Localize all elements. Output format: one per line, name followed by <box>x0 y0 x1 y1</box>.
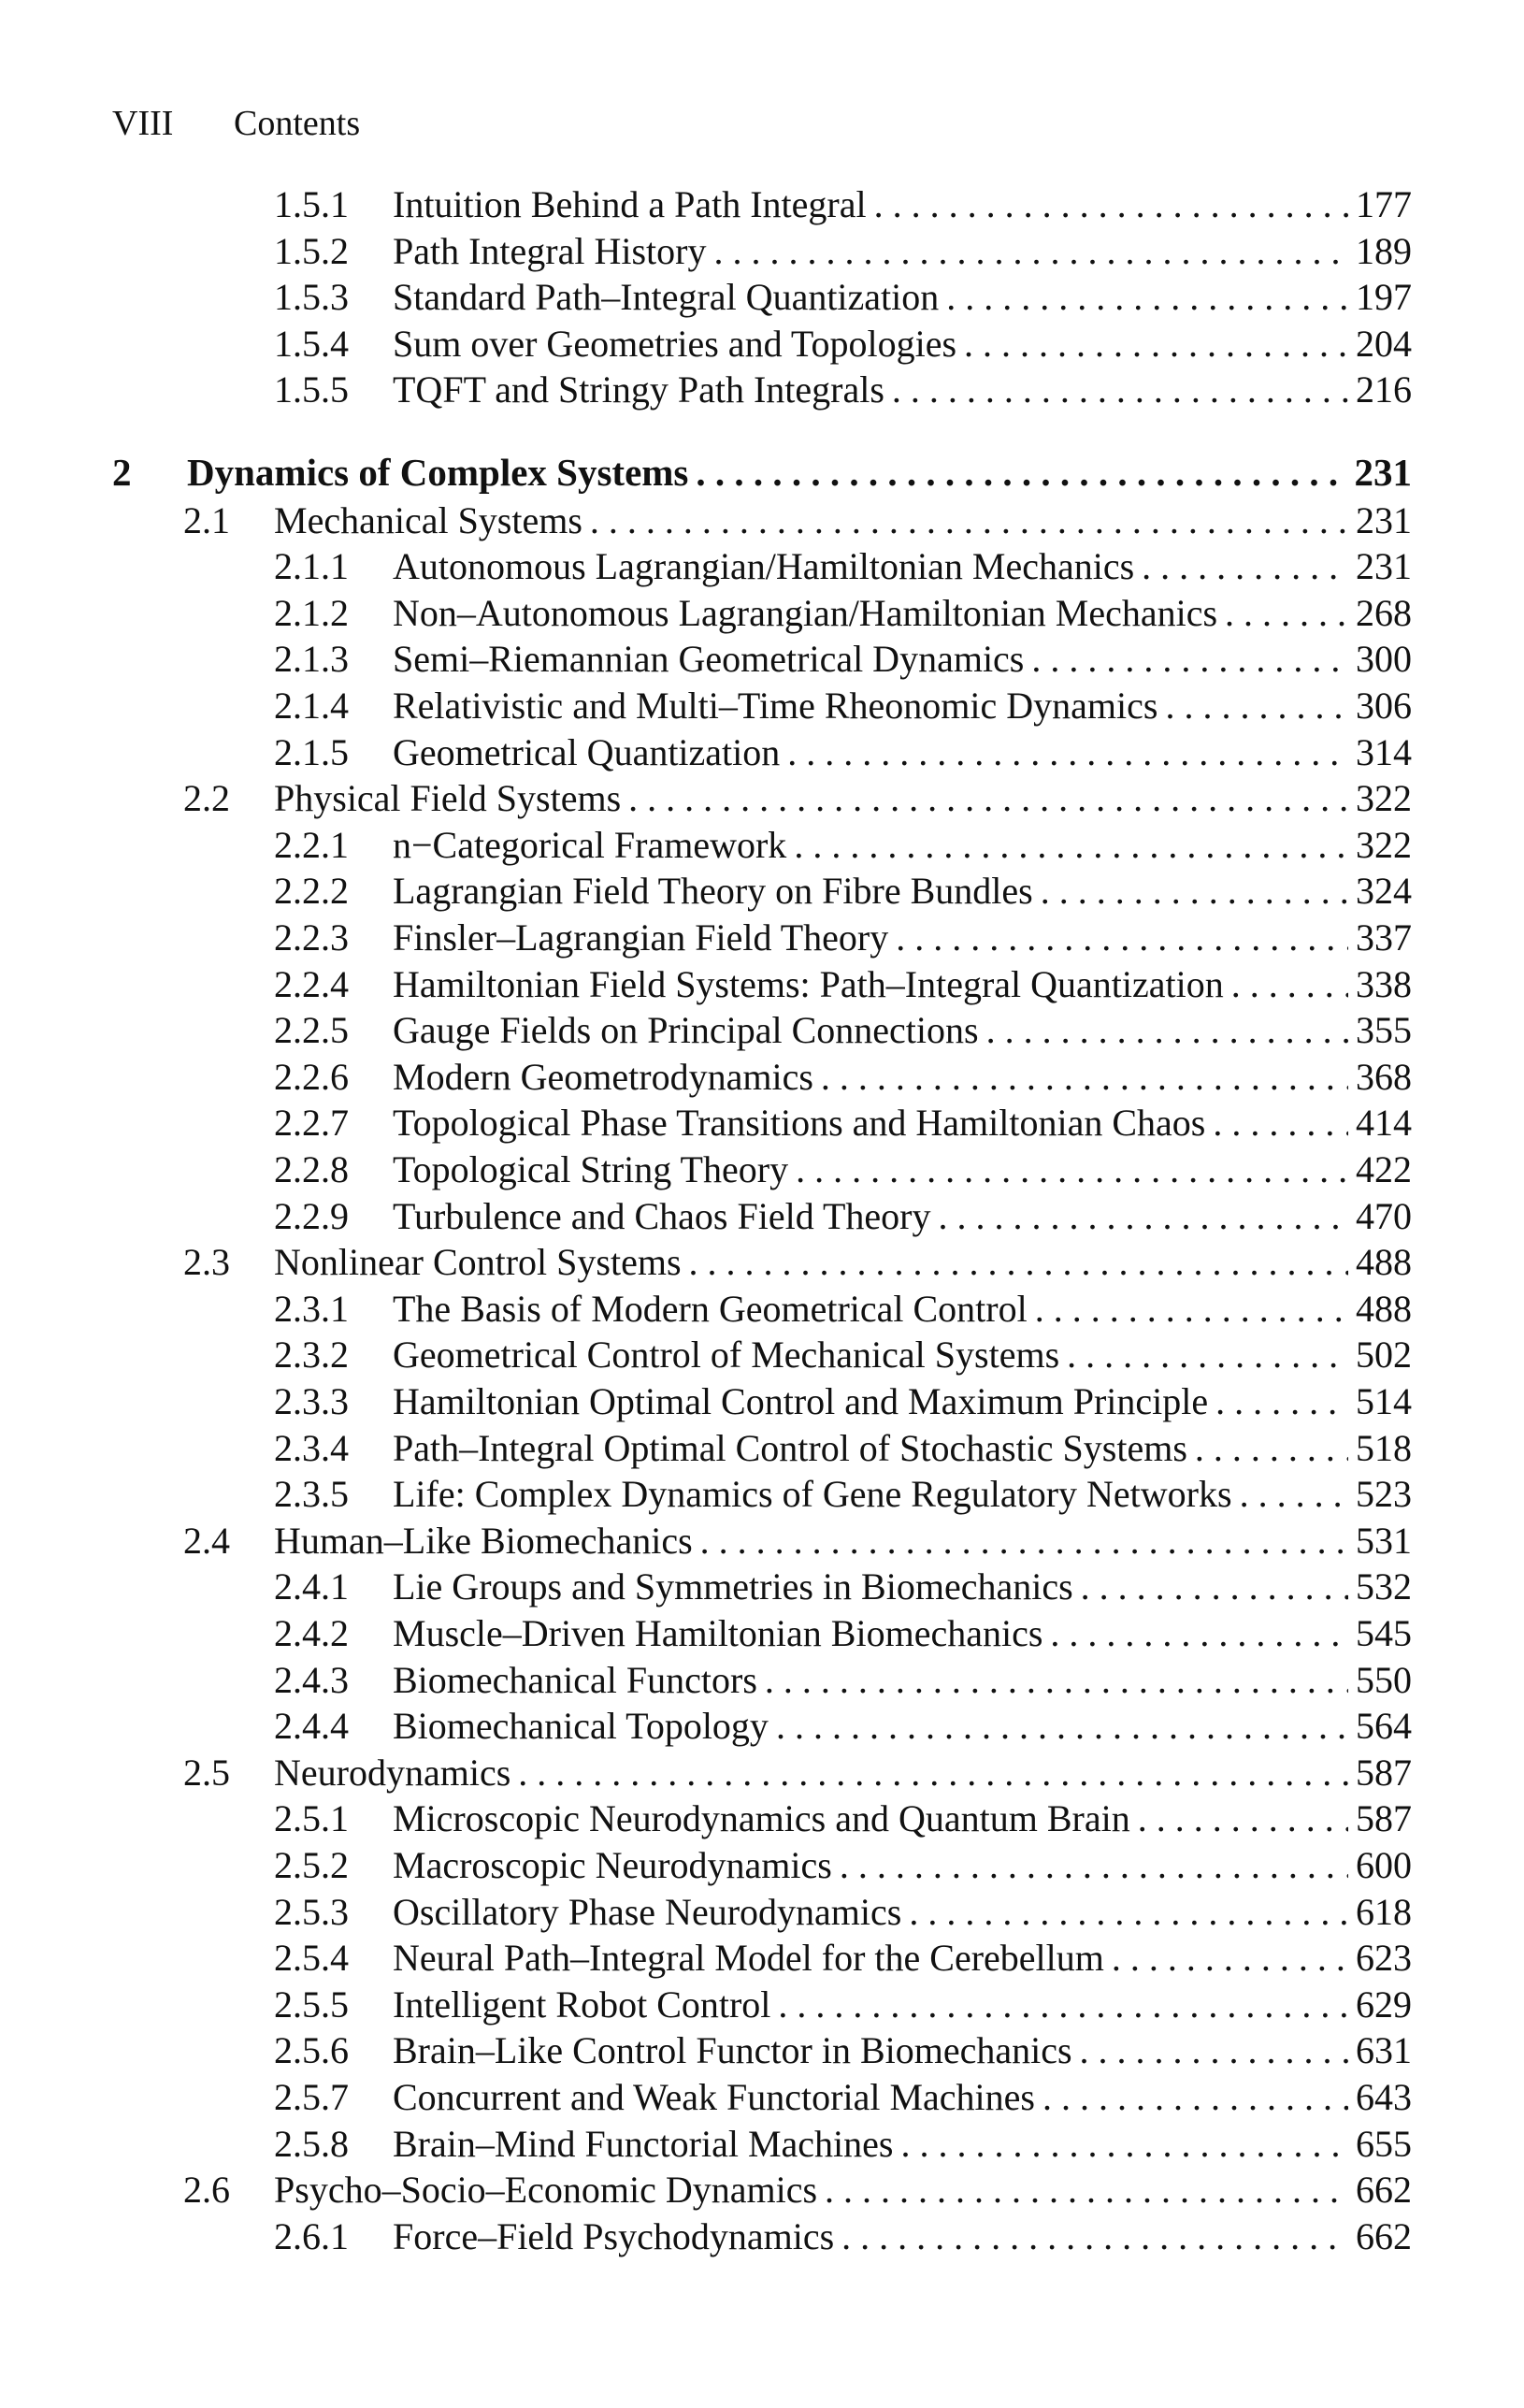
toc-page-number: 306 <box>1356 685 1412 727</box>
toc-number: 2.3.3 <box>274 1380 349 1422</box>
toc-page-number: 600 <box>1356 1844 1412 1886</box>
toc-number: 2 <box>112 451 132 494</box>
dot-leader <box>1215 1379 1348 1424</box>
toc-number: 2.5 <box>183 1751 230 1794</box>
toc-number: 2.6.1 <box>274 2214 349 2257</box>
toc-title: Topological Phase Transitions and Hamiltonian Chaos <box>393 1102 1206 1145</box>
toc-page-number: 414 <box>1356 1102 1412 1145</box>
dot-leader <box>765 1658 1348 1703</box>
toc-page-number: 623 <box>1356 1937 1412 1980</box>
dot-leader <box>1031 637 1348 682</box>
toc-subsection[interactable] <box>274 1983 1412 2027</box>
toc-page-number: 300 <box>1356 638 1412 681</box>
toc-number: 2.2.5 <box>274 1009 349 1052</box>
toc-page-number: 532 <box>1356 1565 1412 1608</box>
toc-number: 2.4.2 <box>274 1612 349 1654</box>
toc-title: Macroscopic Neurodynamics <box>393 1844 832 1886</box>
toc-number: 2.5.1 <box>274 1797 349 1840</box>
toc-section[interactable] <box>183 498 1412 543</box>
toc-subsection[interactable] <box>274 182 1412 227</box>
toc-page-number: 662 <box>1356 2169 1412 2212</box>
dot-leader <box>689 1240 1348 1285</box>
toc-subsection[interactable] <box>274 1890 1412 1935</box>
dot-leader <box>821 1055 1348 1100</box>
toc-title: Life: Complex Dynamics of Gene Regulatory Networks <box>393 1473 1232 1516</box>
toc-number: 1.5.3 <box>274 276 349 319</box>
toc-title: Oscillatory Phase Neurodynamics <box>393 1890 902 1933</box>
toc-subsection[interactable] <box>274 1611 1412 1656</box>
toc-title: Brain–Like Control Functor in Biomechanics <box>393 2029 1072 2072</box>
dot-leader <box>909 1890 1348 1935</box>
toc-title: Intuition Behind a Path Integral <box>393 183 867 225</box>
toc-subsection[interactable] <box>274 1008 1412 1053</box>
dot-leader <box>700 1519 1348 1564</box>
toc-page-number: 502 <box>1356 1334 1412 1377</box>
dot-leader <box>1041 869 1348 914</box>
toc-number: 2.5.6 <box>274 2029 349 2072</box>
toc-number: 2.4.1 <box>274 1565 349 1608</box>
toc-title: Hamiltonian Field Systems: Path–Integral Quantization <box>393 962 1224 1005</box>
toc-title: Sum over Geometries and Topologies <box>393 322 957 365</box>
dot-leader <box>1213 1101 1348 1146</box>
toc-page-number: 587 <box>1356 1797 1412 1840</box>
toc-number: 2.2.7 <box>274 1102 349 1145</box>
toc-number: 2.2.4 <box>274 962 349 1005</box>
toc-title: Intelligent Robot Control <box>393 1983 771 2026</box>
toc-page-number: 655 <box>1356 2122 1412 2165</box>
dot-leader <box>776 1704 1348 1749</box>
dot-leader <box>946 275 1348 320</box>
toc-title: Lie Groups and Symmetries in Biomechanics <box>393 1565 1073 1608</box>
toc-title: Turbulence and Chaos Field Theory <box>393 1194 931 1237</box>
toc-title: Microscopic Neurodynamics and Quantum Brain <box>393 1797 1130 1840</box>
toc-title: Psycho–Socio–Economic Dynamics <box>274 2169 818 2212</box>
toc-subsection[interactable] <box>274 1796 1412 1841</box>
toc-subsection[interactable] <box>274 730 1412 775</box>
toc-page-number: 216 <box>1356 368 1412 411</box>
toc-page-number: 368 <box>1356 1055 1412 1098</box>
dot-leader <box>892 368 1348 412</box>
toc-page-number: 531 <box>1356 1519 1412 1562</box>
dot-leader <box>841 2214 1348 2259</box>
dot-leader <box>874 182 1348 227</box>
toc-title: Path Integral History <box>393 229 707 272</box>
toc-number: 2.5.5 <box>274 1983 349 2026</box>
toc-subsection[interactable] <box>274 368 1412 412</box>
toc-subsection[interactable] <box>274 1194 1412 1239</box>
toc-page-number: 564 <box>1356 1705 1412 1748</box>
toc-title: Concurrent and Weak Functorial Machines <box>393 2076 1035 2118</box>
toc-page-number: 618 <box>1356 1890 1412 1933</box>
toc-page-number: 355 <box>1356 1009 1412 1052</box>
toc-title: Human–Like Biomechanics <box>274 1519 693 1562</box>
toc-number: 2.4.4 <box>274 1705 349 1748</box>
dot-leader <box>1067 1333 1348 1377</box>
toc-title: Muscle–Driven Hamiltonian Biomechanics <box>393 1612 1043 1654</box>
toc-page-number: 518 <box>1356 1426 1412 1469</box>
toc-number: 2.2.2 <box>274 870 349 913</box>
toc-number: 2.2.8 <box>274 1148 349 1190</box>
toc-page-number: 197 <box>1356 276 1412 319</box>
toc-number: 2.4 <box>183 1519 230 1562</box>
toc-section[interactable] <box>183 2168 1412 2213</box>
toc-subsection[interactable] <box>274 1704 1412 1749</box>
dot-leader <box>986 1008 1348 1053</box>
toc-chapter[interactable] <box>112 450 1412 495</box>
toc-section[interactable] <box>183 1519 1412 1564</box>
dot-leader <box>787 730 1348 775</box>
toc-number: 2.1.4 <box>274 685 349 727</box>
toc-page-number: 338 <box>1356 962 1412 1005</box>
dot-leader <box>1231 962 1348 1007</box>
toc-page-number: 629 <box>1356 1983 1412 2026</box>
toc-subsection[interactable] <box>274 1426 1412 1471</box>
toc-subsection[interactable] <box>274 544 1412 589</box>
toc-title: Standard Path–Integral Quantization <box>393 276 940 319</box>
toc-page-number: 488 <box>1356 1287 1412 1330</box>
dot-leader <box>1050 1611 1348 1656</box>
dot-leader <box>1165 684 1348 728</box>
toc-subsection[interactable] <box>274 229 1412 274</box>
toc-number: 2.5.8 <box>274 2122 349 2165</box>
toc-number: 1.5.2 <box>274 229 349 272</box>
dot-leader <box>794 823 1348 868</box>
dot-leader <box>1080 2028 1348 2073</box>
toc-page-number: 189 <box>1356 229 1412 272</box>
toc-title: Modern Geometrodynamics <box>393 1055 813 1098</box>
toc-page-number: 204 <box>1356 322 1412 365</box>
toc-number: 2.5.7 <box>274 2076 349 2118</box>
toc-page-number: 587 <box>1356 1751 1412 1794</box>
toc-number: 2.1.1 <box>274 545 349 588</box>
toc-title: Lagrangian Field Theory on Fibre Bundles <box>393 870 1033 913</box>
toc-title: Autonomous Lagrangian/Hamiltonian Mechanics <box>393 545 1135 588</box>
toc-number: 2.1 <box>183 498 230 541</box>
running-title: Contents <box>234 104 361 143</box>
toc-page-number: 231 <box>1356 498 1412 541</box>
dot-leader <box>939 1194 1349 1239</box>
toc-page-number: 337 <box>1356 916 1412 959</box>
toc-subsection[interactable] <box>274 962 1412 1007</box>
dot-leader <box>896 916 1348 960</box>
toc-title: Finsler–Lagrangian Field Theory <box>393 916 889 959</box>
toc-number: 2.2.6 <box>274 1055 349 1098</box>
dot-leader <box>518 1751 1348 1795</box>
toc-subsection[interactable] <box>274 1472 1412 1517</box>
toc-title: Geometrical Quantization <box>393 730 781 773</box>
toc-title: Neural Path–Integral Model for the Cerebellum <box>393 1937 1104 1980</box>
toc-subsection[interactable] <box>274 1287 1412 1332</box>
toc-subsection[interactable] <box>274 1055 1412 1100</box>
dot-leader <box>714 229 1349 274</box>
dot-leader <box>628 776 1348 821</box>
toc-page-number: 662 <box>1356 2214 1412 2257</box>
toc-number: 2.4.3 <box>274 1658 349 1701</box>
toc-title: TQFT and Stringy Path Integrals <box>393 368 884 411</box>
toc-subsection[interactable] <box>274 823 1412 868</box>
toc-title: Mechanical Systems <box>274 498 582 541</box>
toc-title: Geometrical Control of Mechanical Systems <box>393 1334 1060 1377</box>
toc-subsection[interactable] <box>274 1379 1412 1424</box>
toc-number: 2.3.4 <box>274 1426 349 1469</box>
dot-leader <box>1240 1472 1348 1517</box>
dot-leader <box>1081 1564 1348 1609</box>
toc-subsection[interactable] <box>274 2122 1412 2167</box>
toc-number: 2.5.4 <box>274 1937 349 1980</box>
toc-title: Physical Field Systems <box>274 777 622 820</box>
toc-title: Relativistic and Multi–Time Rheonomic Dynamics <box>393 685 1158 727</box>
toc-title: Neurodynamics <box>274 1751 511 1794</box>
toc-number: 2.2.1 <box>274 823 349 866</box>
dot-leader <box>900 2122 1348 2167</box>
toc-title: The Basis of Modern Geometrical Control <box>393 1287 1028 1330</box>
toc-number: 2.5.2 <box>274 1844 349 1886</box>
toc-page-number: 268 <box>1356 591 1412 634</box>
toc-number: 1.5.1 <box>274 183 349 225</box>
toc-title: Path–Integral Optimal Control of Stochastic Systems <box>393 1426 1187 1469</box>
toc-number: 2.5.3 <box>274 1890 349 1933</box>
toc-number: 2.3.5 <box>274 1473 349 1516</box>
toc-page-number: 470 <box>1356 1194 1412 1237</box>
toc-subsection[interactable] <box>274 1843 1412 1888</box>
toc-subsection[interactable] <box>274 275 1412 320</box>
toc-number: 2.1.2 <box>274 591 349 634</box>
toc-title: n−Categorical Framework <box>393 823 787 866</box>
toc-number: 2.2.9 <box>274 1194 349 1237</box>
toc-title: Nonlinear Control Systems <box>274 1241 682 1284</box>
dot-leader <box>1195 1426 1348 1471</box>
toc-number: 2.2.3 <box>274 916 349 959</box>
toc-subsection[interactable] <box>274 1658 1412 1703</box>
page-number: VIII <box>112 104 174 143</box>
toc-subsection[interactable] <box>274 2028 1412 2073</box>
toc-title: Force–Field Psychodynamics <box>393 2214 835 2257</box>
toc-page-number: 314 <box>1356 730 1412 773</box>
toc-subsection[interactable] <box>274 591 1412 636</box>
dot-leader <box>778 1983 1348 2027</box>
toc-title: Topological String Theory <box>393 1148 789 1190</box>
toc-number: 2.6 <box>183 2169 230 2212</box>
toc-subsection[interactable] <box>274 2075 1412 2120</box>
toc-title: Dynamics of Complex Systems <box>187 451 689 494</box>
dot-leader <box>840 1843 1348 1888</box>
dot-leader <box>1042 2075 1348 2120</box>
dot-leader <box>1112 1936 1348 1981</box>
toc-subsection[interactable] <box>274 869 1412 914</box>
toc-page-number: 324 <box>1356 870 1412 913</box>
toc-title: Biomechanical Topology <box>393 1705 769 1748</box>
toc-section[interactable] <box>183 1751 1412 1795</box>
toc-title: Gauge Fields on Principal Connections <box>393 1009 979 1052</box>
toc-subsection[interactable] <box>274 1333 1412 1377</box>
toc-subsection[interactable] <box>274 684 1412 728</box>
toc-number: 2.3.2 <box>274 1334 349 1377</box>
toc-page-number: 231 <box>1354 451 1412 494</box>
dot-leader <box>796 1147 1348 1192</box>
toc-page-number: 643 <box>1356 2076 1412 2118</box>
dot-leader <box>964 322 1348 367</box>
toc-page-number: 545 <box>1356 1612 1412 1654</box>
dot-leader <box>590 498 1348 543</box>
toc-title: Non–Autonomous Lagrangian/Hamiltonian Mechanics <box>393 591 1218 634</box>
toc-number: 2.1.3 <box>274 638 349 681</box>
toc-page-number: 514 <box>1356 1380 1412 1422</box>
toc-page-number: 322 <box>1356 777 1412 820</box>
toc-page-number: 488 <box>1356 1241 1412 1284</box>
toc-title: Brain–Mind Functorial Machines <box>393 2122 894 2165</box>
toc-page-number: 177 <box>1356 183 1412 225</box>
toc-number: 2.3 <box>183 1241 230 1284</box>
toc-subsection[interactable] <box>274 1564 1412 1609</box>
toc-number: 2.2 <box>183 777 230 820</box>
toc-subsection[interactable] <box>274 1101 1412 1146</box>
dot-leader <box>1225 591 1348 636</box>
toc-number: 1.5.4 <box>274 322 349 365</box>
toc-page-number: 422 <box>1356 1148 1412 1190</box>
dot-leader <box>1138 1796 1348 1841</box>
toc-page-number: 322 <box>1356 823 1412 866</box>
dot-leader <box>825 2168 1348 2213</box>
toc-title: Biomechanical Functors <box>393 1658 757 1701</box>
dot-leader <box>696 450 1346 495</box>
toc-subsection[interactable] <box>274 916 1412 960</box>
toc-number: 1.5.5 <box>274 368 349 411</box>
toc-page-number: 631 <box>1356 2029 1412 2072</box>
toc-title: Hamiltonian Optimal Control and Maximum Principle <box>393 1380 1209 1422</box>
toc-number: 2.3.1 <box>274 1287 349 1330</box>
toc-section[interactable] <box>183 1240 1412 1285</box>
toc-number: 2.1.5 <box>274 730 349 773</box>
toc-section[interactable] <box>183 776 1412 821</box>
toc-subsection[interactable] <box>274 322 1412 367</box>
dot-leader <box>1035 1287 1348 1332</box>
toc-title: Semi–Riemannian Geometrical Dynamics <box>393 638 1025 681</box>
toc-subsection[interactable] <box>274 1147 1412 1192</box>
toc-page-number: 523 <box>1356 1473 1412 1516</box>
toc-page-number: 231 <box>1356 545 1412 588</box>
toc-subsection[interactable] <box>274 2214 1412 2259</box>
toc-subsection[interactable] <box>274 637 1412 682</box>
toc-page-number: 550 <box>1356 1658 1412 1701</box>
toc-subsection[interactable] <box>274 1936 1412 1981</box>
dot-leader <box>1142 544 1348 589</box>
